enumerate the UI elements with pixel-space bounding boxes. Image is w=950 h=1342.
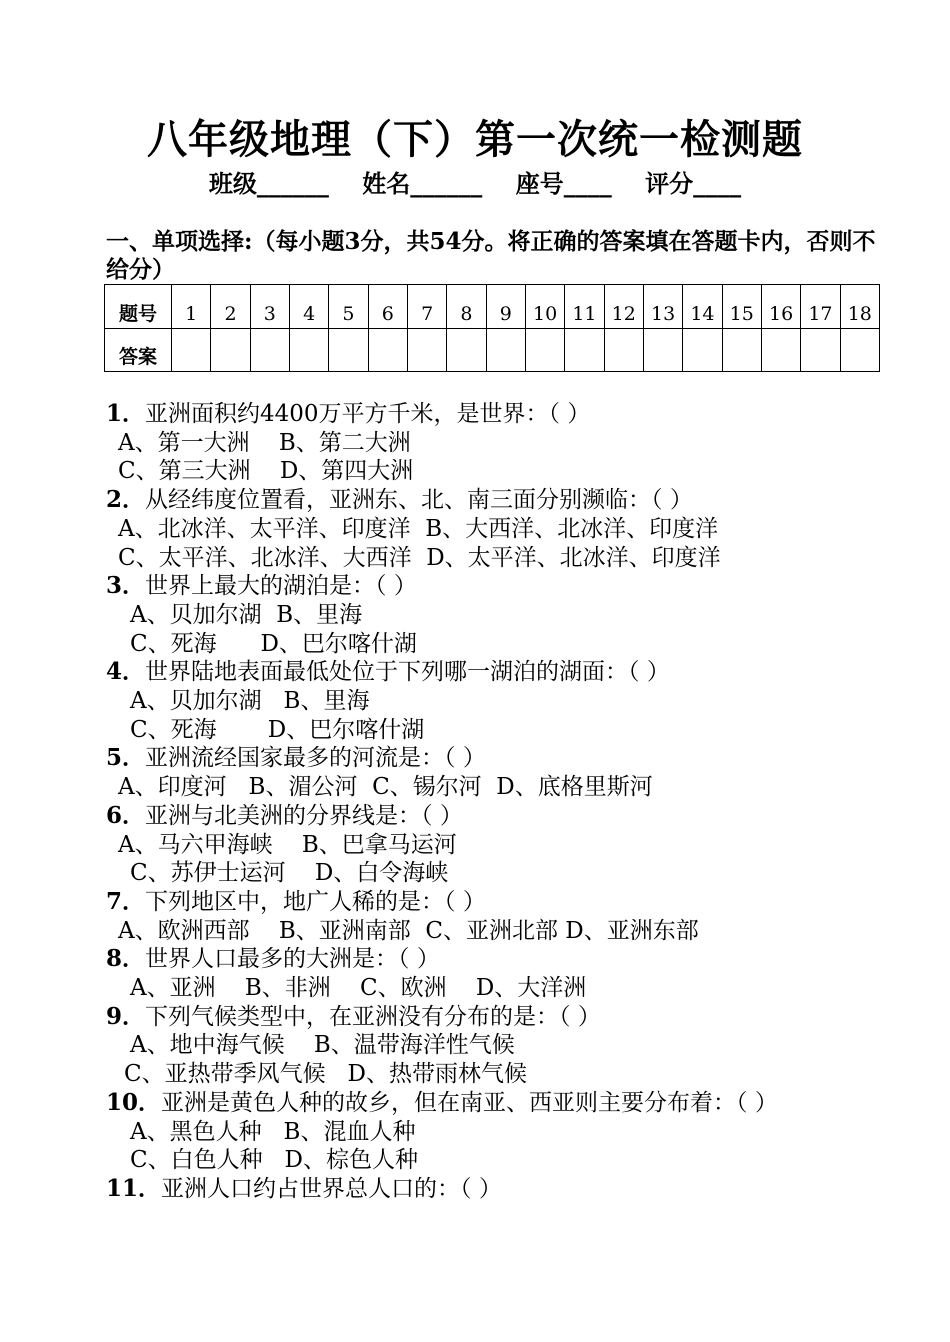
question-item	[106, 802, 906, 831]
question-text: 世界陆地表面最低处位于下列哪一湖泊的湖面：（ ）	[145, 659, 670, 686]
answer-cell[interactable]	[840, 328, 879, 372]
question-number-cell: 14	[683, 285, 722, 329]
question-text: 亚洲流经国家最多的河流是：（ ）	[145, 745, 486, 772]
question-number: 6．	[106, 801, 146, 829]
question-number-header: 题号	[105, 285, 172, 329]
answer-options: A、黑色人种 B、混血人种	[130, 1118, 416, 1145]
question-number-cell: 6	[368, 285, 407, 329]
question-number-cell: 3	[250, 285, 289, 329]
answer-cell[interactable]	[565, 328, 604, 372]
answer-cell[interactable]	[368, 328, 407, 372]
answer-options: C、死海 D、巴尔喀什湖	[130, 716, 425, 743]
question-number-cell: 7	[407, 285, 446, 329]
question-item	[106, 744, 906, 773]
student-info-line: 班级______ 姓名______ 座号____ 评分____	[208, 169, 742, 198]
answer-cell[interactable]	[801, 328, 840, 372]
question-item	[106, 1175, 906, 1204]
question-text: 世界上最大的湖泊是：（ ）	[145, 573, 417, 600]
question-number-cell: 4	[289, 285, 328, 329]
question-number: 9．	[106, 1002, 146, 1030]
answer-options: C、太平洋、北冰洋、大西洋 D、太平洋、北冰洋、印度洋	[118, 544, 721, 571]
question-number-cell: 1	[172, 285, 211, 329]
question-text: 从经纬度位置看，亚洲东、北、南三面分别濒临：（ ）	[145, 487, 693, 514]
answer-options: A、马六甲海峡 B、巴拿马运河	[118, 831, 457, 858]
question-text: 亚洲与北美洲的分界线是：（ ）	[145, 802, 463, 829]
question-number-cell: 18	[840, 285, 879, 329]
question-number-cell: 9	[486, 285, 525, 329]
answer-cell[interactable]	[250, 328, 289, 372]
question-number: 8．	[106, 945, 146, 973]
answer-options: C、白色人种 D、棕色人种	[130, 1147, 418, 1174]
answer-card-number-row	[105, 285, 880, 329]
question-number: 1．	[106, 400, 146, 427]
answer-options: A、亚洲 B、非洲 C、欧洲 D、大洋洲	[130, 975, 587, 1002]
question-number: 5．	[106, 744, 146, 772]
answer-card-answer-row	[105, 328, 880, 372]
answer-cell[interactable]	[525, 328, 564, 372]
answer-options: C、第三大洲 D、第四大洲	[118, 458, 414, 485]
answer-cell[interactable]	[211, 328, 250, 372]
answer-cell[interactable]	[329, 328, 368, 372]
question-item	[106, 486, 906, 515]
question-item	[106, 400, 906, 429]
question-number: 2．	[106, 486, 146, 514]
question-item	[106, 1003, 906, 1032]
question-list	[106, 400, 906, 1204]
answer-cell[interactable]	[486, 328, 525, 372]
question-number: 4．	[106, 658, 146, 686]
question-number: 10．	[106, 1088, 162, 1116]
answer-cell[interactable]	[289, 328, 328, 372]
answer-options: A、北冰洋、太平洋、印度洋 B、大西洋、北冰洋、印度洋	[118, 515, 719, 542]
question-text: 亚洲人口约占世界总人口的：（ ）	[161, 1175, 502, 1202]
answer-options: A、第一大洲 B、第二大洲	[118, 429, 411, 456]
answer-options: C、苏伊士运河 D、白令海峡	[130, 860, 449, 887]
question-text: 世界人口最多的大洲是：（ ）	[145, 946, 440, 973]
answer-header: 答案	[105, 328, 172, 372]
answer-options: A、贝加尔湖 B、里海	[130, 601, 363, 628]
question-number: 11．	[106, 1174, 162, 1202]
question-item	[106, 1089, 906, 1118]
question-number-cell: 12	[604, 285, 643, 329]
section-heading: 一、单项选择:（每小题3分，共54分。将正确的答案填在答题卡内，否则不给分）	[106, 228, 876, 283]
question-text: 亚洲是黄色人种的故乡，但在南亚、西亚则主要分布着：（ ）	[161, 1089, 778, 1116]
answer-cell[interactable]	[761, 328, 800, 372]
answer-options: C、亚热带季风气候 D、热带雨林气候	[124, 1061, 527, 1088]
answer-options: A、贝加尔湖 B、里海	[130, 688, 370, 715]
question-item	[106, 945, 906, 974]
question-item	[106, 572, 906, 601]
question-number: 3．	[106, 572, 146, 600]
question-item	[106, 888, 906, 917]
answer-options: C、死海 D、巴尔喀什湖	[130, 630, 417, 657]
answer-cell[interactable]	[722, 328, 761, 372]
exam-title: 八年级地理（下）第一次统一检测题	[147, 116, 803, 163]
answer-options: A、地中海气候 B、温带海洋性气候	[130, 1032, 515, 1059]
answer-options: A、印度河 B、湄公河 C、锡尔河 D、底格里斯河	[118, 774, 653, 801]
question-number-cell: 8	[447, 285, 486, 329]
question-item	[106, 658, 906, 687]
question-number: 7．	[106, 887, 146, 915]
question-number-cell: 10	[525, 285, 564, 329]
question-number-cell: 17	[801, 285, 840, 329]
question-number-cell: 2	[211, 285, 250, 329]
question-number-cell: 5	[329, 285, 368, 329]
question-number-cell: 16	[761, 285, 800, 329]
answer-cell[interactable]	[447, 328, 486, 372]
answer-cell[interactable]	[643, 328, 682, 372]
answer-cell[interactable]	[683, 328, 722, 372]
answer-cell[interactable]	[604, 328, 643, 372]
question-text: 下列气候类型中，在亚洲没有分布的是：（ ）	[145, 1003, 601, 1030]
answer-options: A、欧洲西部 B、亚洲南部 C、亚洲北部 D、亚洲东部	[118, 917, 699, 944]
question-text: 亚洲面积约4400万平方千米，是世界：（ ）	[145, 401, 591, 427]
answer-cell[interactable]	[407, 328, 446, 372]
answer-cell[interactable]	[172, 328, 211, 372]
question-number-cell: 13	[643, 285, 682, 329]
answer-card-table	[104, 284, 880, 372]
question-number-cell: 15	[722, 285, 761, 329]
question-number-cell: 11	[565, 285, 604, 329]
question-text: 下列地区中，地广人稀的是：（ ）	[145, 888, 486, 915]
